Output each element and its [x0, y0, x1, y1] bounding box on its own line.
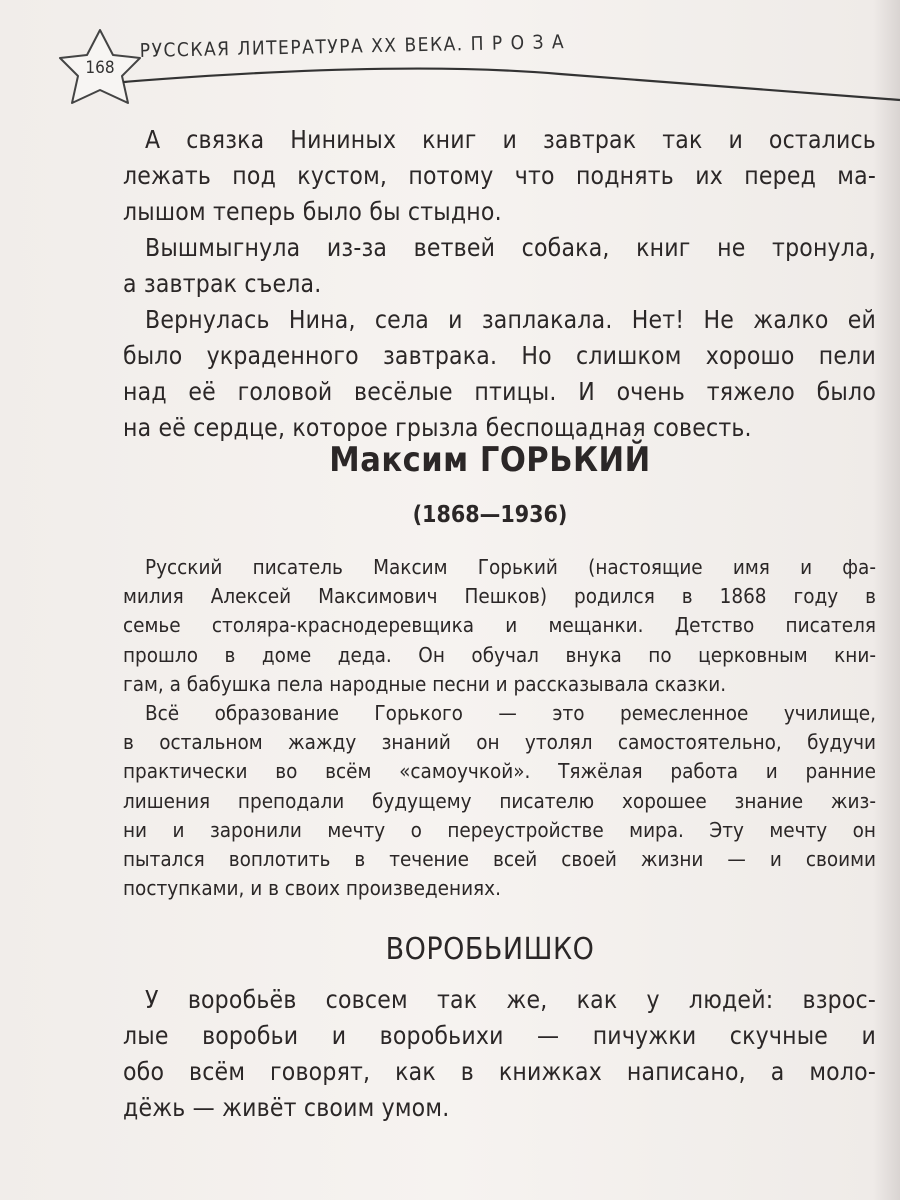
text-line: над её головой весёлые птицы. И очень тяжело было — [123, 377, 876, 406]
author-heading: Максим ГОРЬКИЙ — [329, 440, 651, 480]
text-line: Всё образование Горького — это ремесленное училище, — [145, 700, 876, 725]
text-line: семье столяра-краснодеревщика и мещанки. Детство писателя — [123, 613, 876, 638]
text-line: пытался воплотить в течение всей своей жизни — и своими — [123, 846, 876, 871]
star-page-badge-icon — [0, 0, 900, 130]
text-line: Вышмыгнула из-за ветвей собака, книг не тронула, — [145, 233, 876, 262]
text-line: обо всём говорят, как в книжках написано, а моло- — [123, 1057, 876, 1086]
text-line: гам, а бабушка пела народные песни и рассказывала сказки. — [123, 671, 727, 696]
author-biography — [123, 553, 876, 903]
text-line: А связка Нининых книг и завтрак так и остались — [145, 125, 876, 154]
story-title: ВОРОБЬИШКО — [385, 932, 595, 967]
header-underline — [123, 69, 900, 100]
text-line: У воробьёв совсем так же, как у людей: взрос- — [145, 985, 876, 1014]
text-line: а завтрак съела. — [123, 269, 322, 298]
running-title: РУССКАЯ ЛИТЕРАТУРА ХХ ВЕКА. П Р О З А — [139, 31, 566, 62]
text-line: лышом теперь было бы стыдно. — [123, 197, 502, 226]
text-line: лежать под кустом, потому что поднять их перед ма- — [123, 161, 876, 190]
text-line: было украденного завтрака. Но слишком хорошо пели — [123, 341, 876, 370]
text-line: ни и заронили мечту о переустройстве мира. Эту мечту он — [123, 817, 876, 842]
text-line: в остальном жажду знаний он утолял самостоятельно, будучи — [123, 730, 876, 755]
text-line: Русский писатель Максим Горький (настоящие имя и фа- — [145, 555, 876, 579]
story-ending-text — [123, 122, 876, 446]
page-number: 168 — [85, 58, 115, 78]
text-line: Вернулась Нина, села и заплакала. Нет! Не жалко ей — [145, 305, 876, 334]
text-line: на её сердце, которое грызла беспощадная совесть. — [123, 413, 752, 442]
running-header — [0, 0, 900, 130]
text-line: лишения преподали будущему писателю хорошее знание жиз- — [123, 788, 876, 813]
text-line: поступками, и в своих произведениях. — [123, 876, 501, 901]
story-opening-text — [123, 982, 876, 1126]
text-line: прошло в доме деда. Он обучал внука по церковным кни- — [123, 642, 876, 667]
text-line: практически во всём «самоучкой». Тяжёлая работа и ранние — [123, 759, 876, 784]
author-years: (1868—1936) — [412, 502, 568, 528]
text-line: лые воробьи и воробьихи — пичужки скучные и — [123, 1021, 876, 1050]
text-line: дёжь — живёт своим умом. — [123, 1093, 450, 1122]
text-line: милия Алексей Максимович Пешков) родился в 1868 году в — [123, 584, 876, 609]
